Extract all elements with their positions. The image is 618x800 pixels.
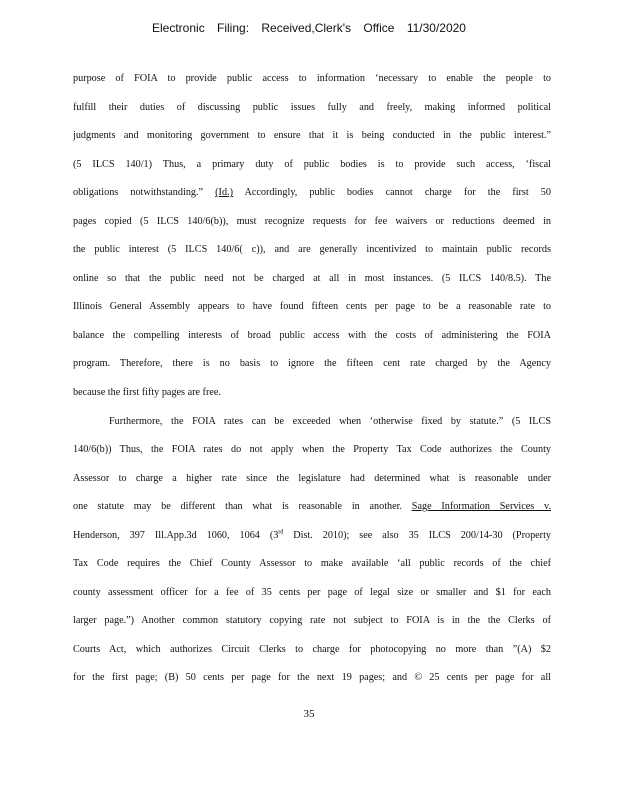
text-line: for the first page; (B) 50 cents per page for the next 19 pages; and © 25 cents per page for all: [73, 672, 551, 684]
page-number: 35: [303, 708, 315, 720]
text-line: larger page.”) Another common statutory copying rate not subject to FOIA is in the the Clerks of: [73, 615, 551, 627]
document-body: [73, 70, 551, 698]
text-line: [73, 527, 551, 556]
text-line: because the first fifty pages are free.: [73, 387, 221, 399]
text-line: county assessment officer for a fee of 35 cents per page of legal size or smaller and $1 for each: [73, 586, 551, 598]
text-line: Assessor to charge a higher rate since the legislature had determined what is reasonable under: [73, 472, 551, 484]
text-line: fulfill their duties of discussing public issues fully and freely, making informed political: [73, 101, 551, 113]
text-run: Dist. 2010); see also 35 ILCS 200/14-30 (Property: [283, 529, 551, 541]
text-line: purpose of FOIA to provide public access to information ‘necessary to enable the people to: [73, 73, 551, 84]
text-line: Courts Act, which authorizes Circuit Clerks to charge for photocopying no more than ”(A) $2: [73, 643, 551, 655]
text-line: [73, 498, 551, 527]
text-line: Illinois General Assembly appears to have found fifteen cents per page to be a reasonable rate to: [73, 301, 551, 313]
text-run: Accordingly, public bodies cannot charge for the first 50: [232, 187, 551, 199]
citation-id: (Id.): [215, 187, 233, 199]
text-line: Furthermore, the FOIA rates can be exceeded when ‘otherwise fixed by statute.” (5 ILCS: [109, 415, 551, 427]
text-line: 140/6(b)) Thus, the FOIA rates do not apply when the Property Tax Code authorizes the County: [73, 444, 551, 456]
electronic-filing-header: Electronic Filing: Received,Clerk's Office 11/30/2020: [152, 21, 466, 35]
case-citation: Sage Information Services v.: [411, 501, 551, 513]
text-line: judgments and monitoring government to ensure that it is being conducted in the public interest.”: [73, 130, 551, 142]
ordinal-superscript: rd: [278, 529, 284, 536]
text-line: online so that the public need not be charged at all in most instances. (5 ILCS 140/8.5). The: [73, 272, 551, 284]
text-run: obligations notwithstanding.”: [73, 187, 216, 199]
text-line: (5 ILCS 140/1) Thus, a primary duty of public bodies is to provide such access, ‘fiscal: [73, 158, 551, 170]
text-run: one statute may be different than what is reasonable in another.: [73, 501, 412, 513]
text-run: Henderson, 397 Ill.App.3d 1060, 1064 (3: [73, 529, 279, 541]
text-line: Tax Code requires the Chief County Assessor to make available ‘all public records of the chief: [73, 558, 551, 570]
text-line: [73, 184, 551, 213]
text-line: the public interest (5 ILCS 140/6( c)), and are generally incentivized to maintain public records: [73, 244, 551, 256]
text-line: balance the compelling interests of broad public access with the costs of administering the FOIA: [73, 329, 551, 341]
text-line: program. Therefore, there is no basis to ignore the fifteen cent rate charged by the Agency: [73, 358, 551, 370]
text-line: pages copied (5 ILCS 140/6(b)), must recognize requests for fee waivers or reductions deemed in: [73, 215, 551, 227]
